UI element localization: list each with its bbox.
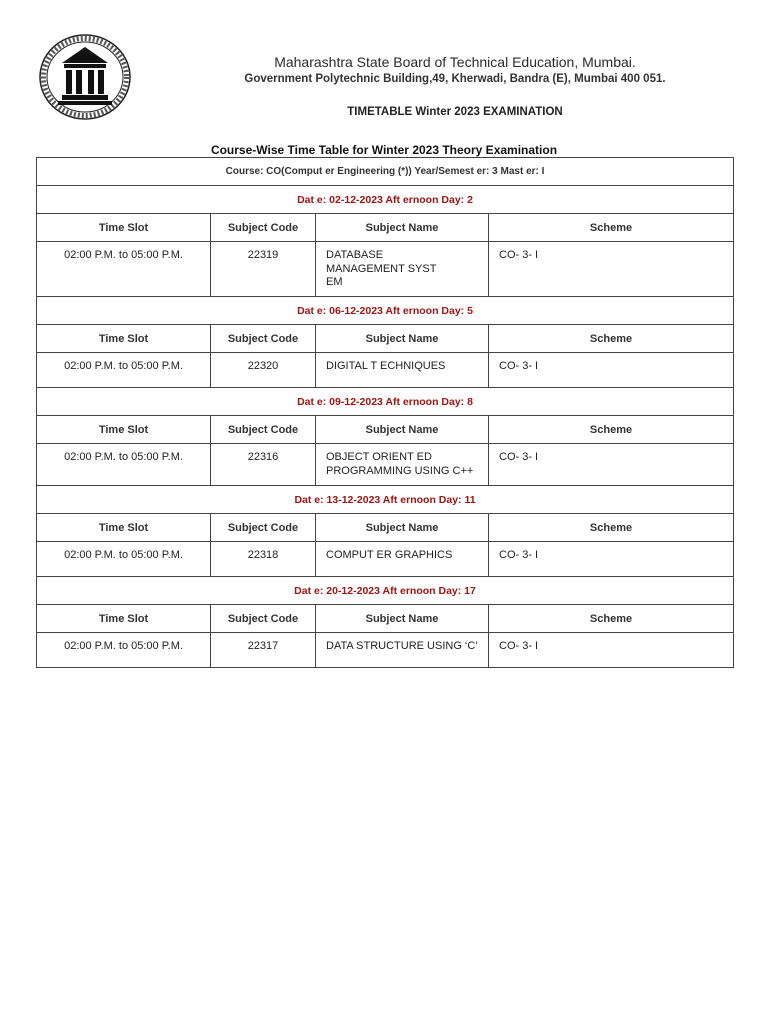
- subject-name-line: MANAGEMENT SYST: [326, 262, 437, 275]
- board-address: Government Polytechnic Building,49, Kherwadi, Bandra (E), Mumbai 400 051.: [244, 73, 666, 85]
- header-subject-name: Subject Name: [316, 514, 489, 542]
- scheme-cell: CO- 3- I: [489, 444, 734, 486]
- header-subject-name: Subject Name: [316, 605, 489, 633]
- subject-name-line: DIGITAL T ECHNIQUES: [326, 360, 446, 372]
- table-row: [37, 542, 734, 577]
- header-time-slot: Time Slot: [37, 214, 211, 242]
- header-subject-code: Subject Code: [211, 416, 316, 444]
- header-subject-code: Subject Code: [211, 214, 316, 242]
- timetable-heading: TIMETABLE Winter 2023 EXAMINATION: [347, 106, 563, 118]
- date-line: Dat e: 06-12-2023 Aft ernoon Day: 5: [37, 297, 734, 325]
- scheme-cell: CO- 3- I: [489, 633, 734, 668]
- column-header-row: [37, 605, 734, 633]
- header-scheme: Scheme: [489, 416, 734, 444]
- date-row: [37, 577, 734, 605]
- subject-name-line: EM: [326, 276, 343, 288]
- header-subject-code: Subject Code: [211, 514, 316, 542]
- date-line: Dat e: 09-12-2023 Aft ernoon Day: 8: [37, 388, 734, 416]
- scheme-cell: CO- 3- I: [489, 542, 734, 577]
- subject-code-cell: 22317: [211, 633, 316, 668]
- header-scheme: Scheme: [489, 325, 734, 353]
- subject-name-line: DATABASE: [326, 249, 384, 261]
- date-line: Dat e: 02-12-2023 Aft ernoon Day: 2: [37, 186, 734, 214]
- header-subject-name: Subject Name: [316, 325, 489, 353]
- msbte-logo: [38, 33, 132, 121]
- subject-code-cell: 22319: [211, 242, 316, 297]
- header-scheme: Scheme: [489, 605, 734, 633]
- subject-code-cell: 22320: [211, 353, 316, 388]
- header-time-slot: Time Slot: [37, 416, 211, 444]
- table-row: [37, 444, 734, 486]
- table-row: [37, 353, 734, 388]
- date-line: Dat e: 20-12-2023 Aft ernoon Day: 17: [37, 577, 734, 605]
- subject-name-line: DATA STRUCTURE USING ‘C’: [326, 640, 478, 652]
- date-line: Dat e: 13-12-2023 Aft ernoon Day: 11: [37, 486, 734, 514]
- time-slot-cell: 02:00 P.M. to 05:00 P.M.: [37, 633, 211, 668]
- timetable: [36, 157, 734, 668]
- time-slot-cell: 02:00 P.M. to 05:00 P.M.: [37, 444, 211, 486]
- subject-name-line: OBJECT ORIENT ED: [326, 451, 432, 463]
- header-subject-name: Subject Name: [316, 416, 489, 444]
- subject-name-line: PROGRAMMING USING C++: [326, 464, 474, 477]
- table-row: [37, 242, 734, 297]
- subject-name-cell: [316, 353, 489, 388]
- column-header-row: [37, 514, 734, 542]
- time-slot-cell: 02:00 P.M. to 05:00 P.M.: [37, 353, 211, 388]
- column-header-row: [37, 325, 734, 353]
- date-row: [37, 486, 734, 514]
- subject-name-cell: [316, 633, 489, 668]
- subject-name-cell: [316, 542, 489, 577]
- date-row: [37, 388, 734, 416]
- course-row: [37, 158, 734, 186]
- subject-name-cell: [316, 242, 489, 297]
- header-scheme: Scheme: [489, 514, 734, 542]
- header-time-slot: Time Slot: [37, 514, 211, 542]
- table-row: [37, 633, 734, 668]
- column-header-row: [37, 416, 734, 444]
- header-time-slot: Time Slot: [37, 325, 211, 353]
- header-scheme: Scheme: [489, 214, 734, 242]
- header-subject-code: Subject Code: [211, 605, 316, 633]
- table-title: Course-Wise Time Table for Winter 2023 Theory Examination: [210, 143, 558, 157]
- header-subject-code: Subject Code: [211, 325, 316, 353]
- header-subject-name: Subject Name: [316, 214, 489, 242]
- time-slot-cell: 02:00 P.M. to 05:00 P.M.: [37, 542, 211, 577]
- date-row: [37, 297, 734, 325]
- subject-code-cell: 22318: [211, 542, 316, 577]
- header-time-slot: Time Slot: [37, 605, 211, 633]
- subject-name-cell: [316, 444, 489, 486]
- subject-code-cell: 22316: [211, 444, 316, 486]
- date-row: [37, 186, 734, 214]
- time-slot-cell: 02:00 P.M. to 05:00 P.M.: [37, 242, 211, 297]
- subject-name-line: COMPUT ER GRAPHICS: [326, 549, 453, 561]
- scheme-cell: CO- 3- I: [489, 242, 734, 297]
- column-header-row: [37, 214, 734, 242]
- board-title: Maharashtra State Board of Technical Education, Mumbai.: [274, 54, 636, 70]
- course-line: Course: CO(Comput er Engineering (*)) Year/Semest er: 3 Mast er: I: [37, 158, 734, 186]
- scheme-cell: CO- 3- I: [489, 353, 734, 388]
